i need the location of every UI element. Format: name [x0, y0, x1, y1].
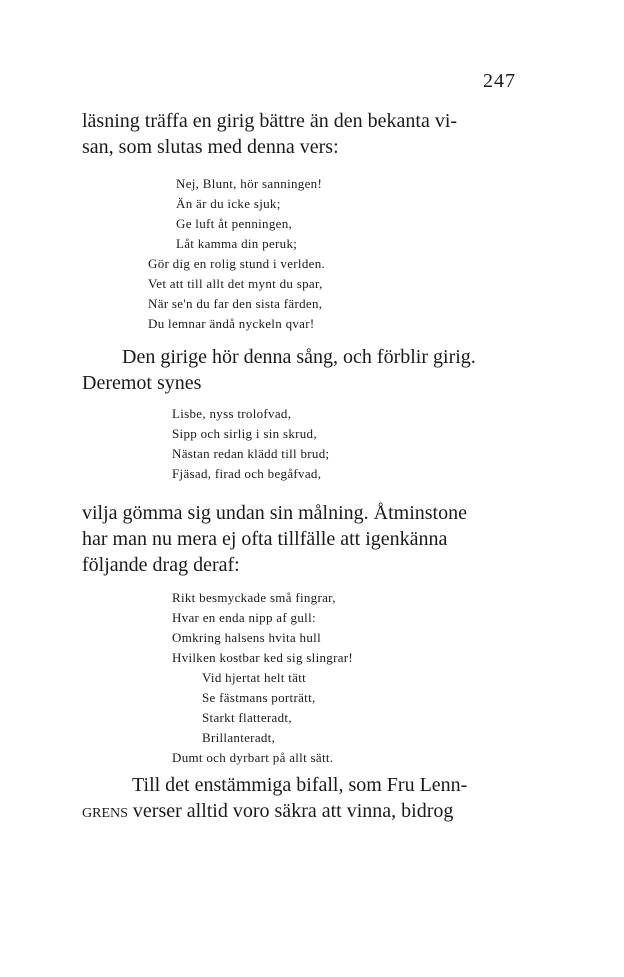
verse-line: Vet att till allt det mynt du spar, [148, 276, 323, 291]
verse-line: Låt kamma din peruk; [176, 236, 298, 251]
verse-line: Nästan redan klädd till brud; [172, 446, 330, 461]
verse-line: Sipp och sirlig i sin skrud, [172, 426, 317, 441]
text-run: verser alltid voro säkra att vinna, bidrog [132, 800, 454, 822]
verse-line: Gör dig en rolig stund i verlden. [148, 256, 326, 271]
verse-line: Du lemnar ändå nyckeln qvar! [148, 316, 315, 331]
verse-line: Fjäsad, firad och begåfvad, [172, 466, 322, 481]
verse-line: Än är du icke sjuk; [176, 196, 281, 211]
paragraph-line: har man nu mera ej ofta tillfälle att igenkänna [82, 528, 448, 550]
verse-2 [172, 404, 329, 484]
verse-line: Starkt flatteradt, [202, 710, 292, 725]
verse-1 [148, 174, 325, 334]
paragraph-2 [82, 344, 526, 396]
author-name: grens [82, 800, 128, 822]
verse-3 [172, 588, 353, 768]
paragraph-line: följande drag deraf: [82, 554, 240, 576]
verse-line: Lisbe, nyss trolofvad, [172, 406, 292, 421]
page-number: 247 [483, 70, 516, 92]
paragraph-line: Deremot synes [82, 372, 202, 394]
verse-line: Ge luft åt penningen, [176, 216, 293, 231]
paragraph-line [82, 798, 526, 824]
verse-line: Nej, Blunt, hör sanningen! [176, 176, 323, 191]
paragraph-line: Till det enstämmiga bifall, som Fru Lenn- [132, 774, 468, 796]
verse-line: Rikt besmyckade små fingrar, [172, 590, 336, 605]
verse-line: Hvilken kostbar ked sig slingrar! [172, 650, 354, 665]
paragraph-4 [82, 772, 526, 824]
paragraph-3 [82, 500, 526, 578]
verse-line: Hvar en enda nipp af gull: [172, 610, 316, 625]
verse-line: Vid hjertat helt tätt [202, 670, 307, 685]
paragraph-line: san, som slutas med denna vers: [82, 136, 339, 158]
verse-line: Dumt och dyrbart på allt sätt. [172, 750, 334, 765]
paragraph-line: Den girige hör denna sång, och förblir girig. [122, 346, 476, 368]
paragraph-1 [82, 108, 526, 160]
paragraph-line [82, 108, 526, 134]
verse-line: Brillanteradt, [202, 730, 276, 745]
verse-line: Se fästmans porträtt, [202, 690, 316, 705]
text-line: läsning träffa en girig bättre än den bekanta vi- [82, 110, 458, 132]
verse-line: När se'n du far den sista färden, [148, 296, 323, 311]
paragraph-line: vilja gömma sig undan sin målning. Åtminstone [82, 502, 467, 524]
verse-line: Omkring halsens hvita hull [172, 630, 321, 645]
